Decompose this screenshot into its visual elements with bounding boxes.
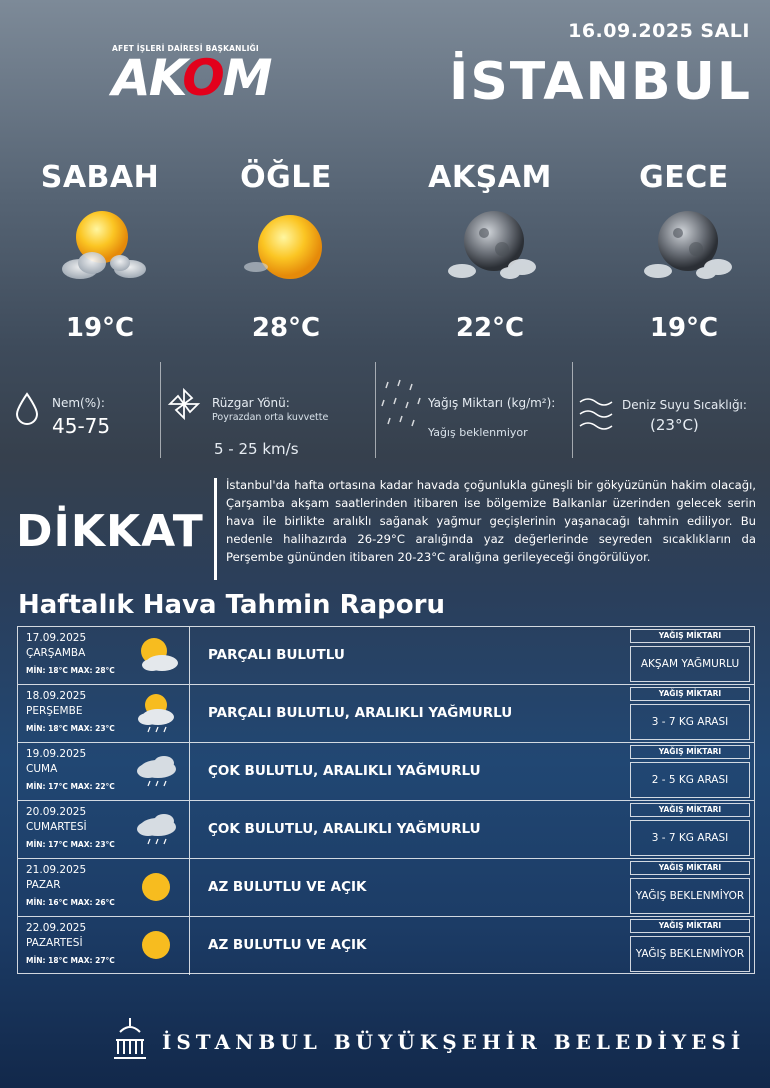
forecast-day-name: PAZAR xyxy=(26,879,61,891)
forecast-minmax: MİN: 18°C MAX: 28°C xyxy=(26,666,115,675)
rain-header: YAĞIŞ MİKTARI xyxy=(630,745,750,759)
rain-label: Yağış Miktarı (kg/m²): xyxy=(428,396,556,410)
pinwheel-icon xyxy=(166,386,202,430)
period-ogle xyxy=(196,160,376,343)
conditions-strip xyxy=(0,356,770,466)
moon-cloud-icon xyxy=(440,207,540,287)
forecast-day-cell xyxy=(18,627,190,684)
ibb-logo-icon xyxy=(108,1014,152,1064)
sun-cloud-rain-icon xyxy=(126,691,184,735)
sea-temp-cell xyxy=(578,356,768,466)
forecast-desc: AZ BULUTLU VE AÇIK xyxy=(208,937,367,953)
rain-header: YAĞIŞ MİKTARI xyxy=(630,861,750,875)
forecast-rain xyxy=(630,627,750,684)
wind-value: 5 - 25 km/s xyxy=(214,440,299,458)
forecast-day-name: CUMARTESİ xyxy=(26,821,87,833)
forecast-row xyxy=(18,801,754,859)
cloud-rain-icon xyxy=(126,749,184,793)
forecast-row xyxy=(18,917,754,975)
forecast-date: 20.09.2025 xyxy=(26,806,87,818)
rain-value: AKŞAM YAĞMURLU xyxy=(630,646,750,682)
forecast-day-cell xyxy=(18,859,190,916)
humidity-value: 45-75 xyxy=(52,414,111,438)
forecast-desc: ÇOK BULUTLU, ARALIKLI YAĞMURLU xyxy=(208,821,481,837)
rain-cell xyxy=(380,356,568,466)
sun-icon xyxy=(126,865,184,909)
forecast-desc: AZ BULUTLU VE AÇIK xyxy=(208,879,367,895)
alert-divider xyxy=(214,478,217,580)
forecast-day-name: CUMA xyxy=(26,763,58,775)
forecast-rain xyxy=(630,685,750,742)
rain-value: YAĞIŞ BEKLENMİYOR xyxy=(630,878,750,914)
moon-cloud-icon xyxy=(634,207,734,287)
period-name: AKŞAM xyxy=(428,160,552,195)
humidity-cell xyxy=(14,356,154,466)
forecast-day-cell xyxy=(18,685,190,742)
period-gece xyxy=(594,160,770,343)
logo-wordmark: AKOM xyxy=(112,49,271,107)
forecast-day-cell xyxy=(18,801,190,858)
period-temp: 22°C xyxy=(455,313,525,343)
forecast-desc: PARÇALI BULUTLU, ARALIKLI YAĞMURLU xyxy=(208,705,513,721)
wind-label: Rüzgar Yönü: xyxy=(212,396,290,410)
akom-logo xyxy=(112,44,272,106)
sea-temp-value: (23°C) xyxy=(650,416,699,434)
alert-text: İstanbul'da hafta ortasına kadar havada çoğunlukla güneşli bir gökyüzünün hakim olacağı, Çarşamba akşam saatlerinden itibaren ise bölgemize Balkanlar üzerinden gelecek serin hava ile birlikte aralıklı sağanak yağmur geçişlerinin yaşanacağı tahmin ediliyor. Bu nedenle halihazırda 26-29°C aralığında yaz değerlerinde seyreden sıcaklıkların da Perşembe gününden itibaren 20-23°C aralığına gerileyeceği öngörülüyor. xyxy=(226,478,756,564)
wind-cell xyxy=(166,356,370,466)
forecast-row xyxy=(18,685,754,743)
forecast-desc: PARÇALI BULUTLU xyxy=(208,647,345,663)
sun-icon xyxy=(236,207,336,287)
forecast-row xyxy=(18,743,754,801)
forecast-day-name: ÇARŞAMBA xyxy=(26,647,86,659)
footer xyxy=(0,1012,770,1072)
forecast-day-name: PERŞEMBE xyxy=(26,705,83,717)
city-title: İSTANBUL xyxy=(449,52,752,112)
forecast-minmax: MİN: 16°C MAX: 26°C xyxy=(26,898,115,907)
forecast-date: 22.09.2025 xyxy=(26,922,87,934)
forecast-day-name: PAZARTESİ xyxy=(26,937,83,949)
forecast-day-cell xyxy=(18,743,190,800)
forecast-day-cell xyxy=(18,917,190,975)
forecast-rain xyxy=(630,801,750,858)
forecast-minmax: MİN: 18°C MAX: 23°C xyxy=(26,724,115,733)
forecast-date: 21.09.2025 xyxy=(26,864,87,876)
divider xyxy=(572,362,573,458)
forecast-minmax: MİN: 17°C MAX: 23°C xyxy=(26,840,115,849)
logo-subtitle: AFET İŞLERİ DAİRESİ BAŞKANLIĞI xyxy=(112,44,259,53)
sun-cloud-icon xyxy=(50,207,150,287)
waves-icon xyxy=(578,394,614,438)
period-aksam xyxy=(400,160,580,343)
sun-icon xyxy=(126,923,184,967)
period-temp: 28°C xyxy=(251,313,321,343)
period-name: ÖĞLE xyxy=(240,160,332,195)
forecast-rain xyxy=(630,743,750,800)
rain-header: YAĞIŞ MİKTARI xyxy=(630,919,750,933)
rain-header: YAĞIŞ MİKTARI xyxy=(630,687,750,701)
divider xyxy=(160,362,161,458)
rain-value: 3 - 7 KG ARASI xyxy=(630,820,750,856)
humidity-label: Nem(%): xyxy=(52,396,105,410)
rain-value: YAĞIŞ BEKLENMİYOR xyxy=(630,936,750,972)
forecast-rain xyxy=(630,859,750,916)
sun-cloud-icon xyxy=(126,633,184,677)
rain-header: YAĞIŞ MİKTARI xyxy=(630,803,750,817)
period-temp: 19°C xyxy=(65,313,135,343)
rain-value: 2 - 5 KG ARASI xyxy=(630,762,750,798)
forecast-minmax: MİN: 17°C MAX: 22°C xyxy=(26,782,115,791)
period-temp: 19°C xyxy=(649,313,719,343)
forecast-minmax: MİN: 18°C MAX: 27°C xyxy=(26,956,115,965)
wind-desc: Poyrazdan orta kuvvette xyxy=(212,412,329,423)
alert-title: DİKKAT xyxy=(16,506,204,557)
forecast-row xyxy=(18,859,754,917)
bulletin-date: 16.09.2025 SALI xyxy=(568,20,750,42)
rain-value: 3 - 7 KG ARASI xyxy=(630,704,750,740)
divider xyxy=(375,362,376,458)
forecast-date: 19.09.2025 xyxy=(26,748,87,760)
rain-header: YAĞIŞ MİKTARI xyxy=(630,629,750,643)
forecast-desc: ÇOK BULUTLU, ARALIKLI YAĞMURLU xyxy=(208,763,481,779)
cloud-rain-icon xyxy=(126,807,184,851)
rain-value: Yağış beklenmiyor xyxy=(428,426,528,439)
weekly-forecast-table xyxy=(17,626,755,974)
forecast-date: 18.09.2025 xyxy=(26,690,87,702)
weekly-title: Haftalık Hava Tahmin Raporu xyxy=(18,590,445,620)
forecast-row xyxy=(18,627,754,685)
droplet-icon xyxy=(14,392,40,430)
forecast-rain xyxy=(630,917,750,975)
sea-temp-label: Deniz Suyu Sıcaklığı: xyxy=(622,398,747,412)
rain-drops-icon xyxy=(380,376,424,444)
period-name: GECE xyxy=(639,160,729,195)
footer-text: İSTANBUL BÜYÜKŞEHİR BELEDİYESİ xyxy=(162,1030,746,1054)
forecast-date: 17.09.2025 xyxy=(26,632,87,644)
period-sabah xyxy=(10,160,190,343)
period-name: SABAH xyxy=(40,160,160,195)
